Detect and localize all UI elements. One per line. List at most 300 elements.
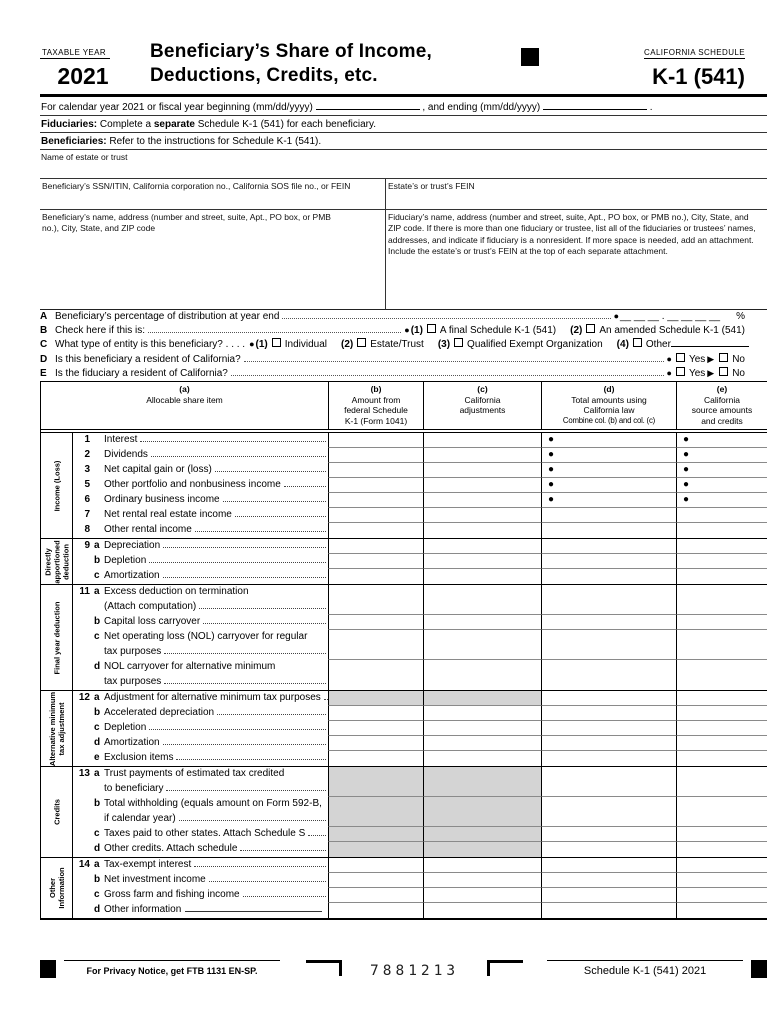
amount-cell-d[interactable] xyxy=(541,493,676,508)
calendar-mid-text: , and ending (mm/dd/yyyy) xyxy=(422,102,541,113)
row-label: Depletion xyxy=(104,722,147,734)
row-label: Amortization xyxy=(104,737,160,749)
row-label: Net capital gain or (loss) xyxy=(104,464,212,476)
table-row xyxy=(73,448,767,463)
section-side-label: Final year deduction xyxy=(41,585,73,690)
amount-cell-b[interactable] xyxy=(328,554,423,569)
form-year: 2021 xyxy=(57,63,109,89)
question-d: D Is this beneficiary a resident of California? ● Yes ▶ No xyxy=(40,353,745,365)
checkbox-final-k1[interactable] xyxy=(427,324,436,333)
amount-cell-c[interactable] xyxy=(423,797,541,827)
amount-cell-d[interactable] xyxy=(541,736,676,751)
section-side-label: Income (Loss) xyxy=(41,433,73,538)
amount-cell-e[interactable] xyxy=(676,767,767,797)
write-in-blank[interactable] xyxy=(185,911,322,912)
row-label: Tax-exempt interest xyxy=(104,859,192,871)
form-title-line1: Beneficiary’s Share of Income, xyxy=(150,41,432,62)
table-section xyxy=(41,584,767,690)
allocable-item-cell: 3 Net capital gain or (loss) xyxy=(73,463,328,478)
allocable-item-cell: c Amortization xyxy=(73,569,328,584)
amount-cell-e[interactable] xyxy=(676,721,767,736)
amount-cell-c[interactable] xyxy=(423,630,541,660)
checkbox-d-yes[interactable] xyxy=(676,353,685,362)
estate-name-field[interactable] xyxy=(40,150,767,179)
id-address-boxes xyxy=(40,179,767,310)
allocable-item-cell: d Other information xyxy=(73,903,328,918)
row-label: Taxes paid to other states. Attach Schedule S xyxy=(104,828,306,840)
dot-leader xyxy=(235,516,326,517)
amount-cell-d[interactable] xyxy=(541,569,676,584)
bullet-icon: ● xyxy=(548,494,555,506)
amount-cell-d[interactable] xyxy=(541,721,676,736)
table-header-row xyxy=(41,382,767,433)
dot-leader xyxy=(166,790,326,791)
allocable-item-cell: 14 a Tax-exempt interest xyxy=(73,858,328,873)
amount-cell-e[interactable] xyxy=(676,508,767,523)
amount-cell-c[interactable] xyxy=(423,751,541,766)
bullet-icon: ● xyxy=(683,434,690,446)
table-section xyxy=(41,538,767,584)
amount-cell-c[interactable] xyxy=(423,873,541,888)
amount-cell-d[interactable] xyxy=(541,858,676,873)
amount-cell-b[interactable] xyxy=(328,751,423,766)
beneficiary-ssn-field[interactable] xyxy=(40,179,385,210)
amount-cell-e[interactable] xyxy=(676,433,767,448)
amount-cell-e[interactable] xyxy=(676,554,767,569)
table-row xyxy=(73,463,767,478)
amount-cell-b[interactable] xyxy=(328,508,423,523)
bullet-icon: ● xyxy=(666,353,672,364)
table-row xyxy=(73,736,767,751)
amount-cell-b[interactable] xyxy=(328,827,423,842)
amount-cell-c[interactable] xyxy=(423,767,541,797)
dot-leader xyxy=(243,896,326,897)
amount-cell-c[interactable] xyxy=(423,508,541,523)
section-side-label: Other Information xyxy=(41,858,73,918)
table-row xyxy=(73,630,767,660)
amount-cell-b[interactable] xyxy=(328,797,423,827)
corner-bracket-right xyxy=(306,960,342,976)
row-label: Other rental income xyxy=(104,524,192,536)
estate-fein-field[interactable] xyxy=(385,179,767,210)
amount-cell-c[interactable] xyxy=(423,448,541,463)
amount-cell-b[interactable] xyxy=(328,433,423,448)
amount-cell-b[interactable] xyxy=(328,493,423,508)
amount-cell-c[interactable] xyxy=(423,842,541,857)
amount-cell-e[interactable] xyxy=(676,523,767,538)
amount-cell-c[interactable] xyxy=(423,903,541,918)
amount-cell-b[interactable] xyxy=(328,585,423,615)
table-row xyxy=(73,797,767,827)
allocable-item-cell: 5 Other portfolio and nonbusiness income xyxy=(73,478,328,493)
checkbox-d-no[interactable] xyxy=(719,353,728,362)
amount-cell-e[interactable] xyxy=(676,903,767,918)
question-c: C What type of entity is this beneficiary? . . . . ● (1) Individual (2) Estate/Trust (3) Qualified Exempt Organization (4) Other xyxy=(40,337,767,351)
table-row xyxy=(73,888,767,903)
row-label: Net operating loss (NOL) carryover for regular xyxy=(104,631,308,643)
amount-cell-d[interactable] xyxy=(541,433,676,448)
bullet-icon: ● xyxy=(548,479,555,491)
amount-cell-d[interactable] xyxy=(541,448,676,463)
row-label: Amortization xyxy=(104,570,160,582)
table-row xyxy=(73,478,767,493)
bullet-icon: ● xyxy=(683,464,690,476)
amount-cell-e[interactable] xyxy=(676,706,767,721)
amount-cell-d[interactable] xyxy=(541,767,676,797)
allocable-item-cell: b Depletion xyxy=(73,554,328,569)
row-label: Depreciation xyxy=(104,540,161,552)
fiduciary-address-label: Fiduciary’s name, address (number and street, suite, Apt., PO box, or PMB no.), City, State, and ZIP code. If there is more than one fiduciary or trustee, list all of the fiduciaries or trustees’ names, addresses, and indicate if fiduciary is a nonresident. If more space is needed, add an attachment. Include the estate’s or trust’s FEIN at the top of each separate attachment. xyxy=(388,211,756,256)
amount-cell-d[interactable] xyxy=(541,585,676,615)
amount-cell-e[interactable] xyxy=(676,797,767,827)
amount-cell-e[interactable] xyxy=(676,660,767,690)
amount-cell-d[interactable] xyxy=(541,888,676,903)
allocable-item-cell: d Other credits. Attach schedule xyxy=(73,842,328,857)
amount-cell-e[interactable] xyxy=(676,448,767,463)
allocable-item-cell: 7 Net rental real estate income xyxy=(73,508,328,523)
form-print-code: 7881213 xyxy=(370,963,460,980)
dot-leader xyxy=(282,311,610,319)
beneficiary-address-field[interactable] xyxy=(40,210,385,310)
allocable-item-cell: d Amortization xyxy=(73,736,328,751)
amount-cell-c[interactable] xyxy=(423,539,541,554)
amount-cell-c[interactable] xyxy=(423,827,541,842)
other-entity-blank[interactable] xyxy=(671,338,749,347)
allocable-item-cell: 2 Dividends xyxy=(73,448,328,463)
percentage-blanks[interactable]: __ __ __ . __ __ __ __ xyxy=(620,310,721,322)
allocable-item-cell: b Total withholding (equals amount on Form 592-B, if calendar year) xyxy=(73,797,328,827)
amount-cell-c[interactable] xyxy=(423,691,541,706)
amount-cell-b[interactable] xyxy=(328,660,423,690)
amount-cell-e[interactable] xyxy=(676,736,767,751)
row-label: tax purposes xyxy=(104,646,162,658)
checkbox-other-entity[interactable] xyxy=(633,338,642,347)
schedule-id-block xyxy=(607,40,767,90)
table-row xyxy=(73,508,767,523)
dot-leader xyxy=(244,354,664,362)
bullet-icon: ● xyxy=(548,449,555,461)
amount-cell-c[interactable] xyxy=(423,858,541,873)
dot-leader xyxy=(164,683,326,684)
amount-cell-e[interactable] xyxy=(676,630,767,660)
table-row xyxy=(73,691,767,706)
schedule-number: K-1 (541) xyxy=(652,64,745,89)
table-row xyxy=(73,569,767,584)
amount-cell-d[interactable] xyxy=(541,691,676,706)
dot-leader xyxy=(231,368,664,376)
table-row xyxy=(73,827,767,842)
amount-cell-d[interactable] xyxy=(541,660,676,690)
row-label: Accelerated depreciation xyxy=(104,707,215,719)
dot-leader xyxy=(163,577,326,578)
schedule-footer-label: Schedule K-1 (541) 2021 xyxy=(547,960,743,977)
section-side-label: Credits xyxy=(41,767,73,857)
col-header-d: (d) Total amounts using California law Combine col. (b) and col. (c) xyxy=(541,382,676,429)
amount-cell-e[interactable] xyxy=(676,615,767,630)
table-row xyxy=(73,751,767,766)
row-label: NOL carryover for alternative minimum xyxy=(104,661,276,673)
allocable-item-cell: b Accelerated depreciation xyxy=(73,706,328,721)
registration-mark-square xyxy=(521,48,539,66)
amount-cell-d[interactable] xyxy=(541,463,676,478)
bullet-icon: ● xyxy=(548,434,555,446)
amount-cell-d[interactable] xyxy=(541,827,676,842)
allocable-item-cell: c Depletion xyxy=(73,721,328,736)
table-row xyxy=(73,767,767,797)
amount-cell-d[interactable] xyxy=(541,508,676,523)
row-label: Other portfolio and nonbusiness income xyxy=(104,479,281,491)
amount-cell-c[interactable] xyxy=(423,888,541,903)
amount-cell-e[interactable] xyxy=(676,478,767,493)
allocable-item-cell: 13 a Trust payments of estimated tax credited to beneficiary xyxy=(73,767,328,797)
amount-cell-e[interactable] xyxy=(676,585,767,615)
table-row xyxy=(73,721,767,736)
allocable-item-cell: b Net investment income xyxy=(73,873,328,888)
table-section xyxy=(41,690,767,766)
share-table-body xyxy=(41,433,767,918)
row-label: Trust payments of estimated tax credited xyxy=(104,768,285,780)
row-label: Depletion xyxy=(104,555,147,567)
amount-cell-b[interactable] xyxy=(328,706,423,721)
dot-leader xyxy=(140,441,326,442)
amount-cell-e[interactable] xyxy=(676,858,767,873)
calendar-end-text: . xyxy=(649,102,653,113)
row-label: if calendar year) xyxy=(104,813,176,825)
allocable-item-cell: 1 Interest xyxy=(73,433,328,448)
row-label: Exclusion items xyxy=(104,752,174,764)
estate-name-label: Name of estate or trust xyxy=(41,152,128,162)
amount-cell-b[interactable] xyxy=(328,842,423,857)
amount-cell-b[interactable] xyxy=(328,463,423,478)
amount-cell-b[interactable] xyxy=(328,691,423,706)
amount-cell-e[interactable] xyxy=(676,463,767,478)
amount-cell-d[interactable] xyxy=(541,523,676,538)
print-mark-square-left xyxy=(40,960,56,978)
dot-leader xyxy=(176,759,326,760)
table-row xyxy=(73,523,767,538)
row-label: Gross farm and fishing income xyxy=(104,889,240,901)
bullet-icon: ● xyxy=(249,339,255,350)
dot-leader xyxy=(179,820,326,821)
form-title-line2: Deductions, Credits, etc. xyxy=(150,64,378,86)
allocable-item-cell: 6 Ordinary business income xyxy=(73,493,328,508)
row-label: Dividends xyxy=(104,449,148,461)
amount-cell-d[interactable] xyxy=(541,751,676,766)
share-table xyxy=(40,381,767,920)
amount-cell-e[interactable] xyxy=(676,842,767,857)
amount-cell-b[interactable] xyxy=(328,736,423,751)
amount-cell-b[interactable] xyxy=(328,539,423,554)
amount-cell-c[interactable] xyxy=(423,585,541,615)
dot-leader xyxy=(203,623,326,624)
amount-cell-d[interactable] xyxy=(541,630,676,660)
amount-cell-b[interactable] xyxy=(328,903,423,918)
col-header-a: (a) Allocable share item xyxy=(146,384,223,405)
beneficiary-ssn-label: Beneficiary’s SSN/ITIN, California corporation no., California SOS file no., or FEIN xyxy=(42,180,351,191)
allocable-item-cell: b Capital loss carryover xyxy=(73,615,328,630)
table-row xyxy=(73,842,767,857)
table-row xyxy=(73,706,767,721)
row-label: Net rental real estate income xyxy=(104,509,232,521)
amount-cell-b[interactable] xyxy=(328,873,423,888)
dot-leader xyxy=(163,547,326,548)
row-label: Other credits. Attach schedule xyxy=(104,843,238,855)
amount-cell-b[interactable] xyxy=(328,448,423,463)
row-label: Ordinary business income xyxy=(104,494,220,506)
amount-cell-e[interactable] xyxy=(676,888,767,903)
questions-block xyxy=(40,310,767,381)
amount-cell-c[interactable] xyxy=(423,721,541,736)
form-title xyxy=(140,40,521,87)
amount-cell-b[interactable] xyxy=(328,523,423,538)
checkbox-e-no[interactable] xyxy=(719,367,728,376)
dot-leader xyxy=(199,608,326,609)
amount-cell-c[interactable] xyxy=(423,493,541,508)
row-label: Interest xyxy=(104,434,138,446)
dot-leader xyxy=(149,562,326,563)
allocable-item-cell: 12 a Adjustment for alternative minimum tax purposes xyxy=(73,691,328,706)
print-mark-square-right xyxy=(751,960,767,978)
checkbox-qualified-exempt-org[interactable] xyxy=(454,338,463,347)
bullet-icon: ● xyxy=(666,368,672,379)
fiduciary-address-field[interactable] xyxy=(385,210,767,310)
amount-cell-e[interactable] xyxy=(676,751,767,766)
checkbox-individual[interactable] xyxy=(272,338,281,347)
taxable-year-block xyxy=(40,40,140,90)
privacy-notice: For Privacy Notice, get FTB 1131 EN-SP. xyxy=(64,960,280,976)
dot-leader xyxy=(195,531,326,532)
amount-cell-b[interactable] xyxy=(328,767,423,797)
dot-leader xyxy=(209,881,326,882)
bullet-icon: ● xyxy=(548,464,555,476)
row-label: Excess deduction on termination xyxy=(104,586,249,598)
bullet-icon: ● xyxy=(613,310,619,321)
fiscal-end-blank[interactable] xyxy=(543,100,647,110)
amount-cell-c[interactable] xyxy=(423,615,541,630)
table-row xyxy=(73,903,767,918)
dot-leader xyxy=(217,714,326,715)
col-header-c: (c) California adjustments xyxy=(423,382,541,429)
dot-leader xyxy=(215,471,326,472)
row-label: to beneficiary xyxy=(104,783,164,795)
amount-cell-d[interactable] xyxy=(541,615,676,630)
amount-cell-e[interactable] xyxy=(676,827,767,842)
amount-cell-d[interactable] xyxy=(541,539,676,554)
dot-leader xyxy=(149,729,326,730)
amount-cell-b[interactable] xyxy=(328,721,423,736)
amount-cell-e[interactable] xyxy=(676,539,767,554)
row-label: (Attach computation) xyxy=(104,601,197,613)
amount-cell-d[interactable] xyxy=(541,554,676,569)
question-a: A Beneficiary’s percentage of distribution at year end ● __ __ __ . __ __ __ __ % xyxy=(40,310,745,322)
amount-cell-d[interactable] xyxy=(541,478,676,493)
amount-cell-c[interactable] xyxy=(423,554,541,569)
table-row xyxy=(73,615,767,630)
fiscal-begin-blank[interactable] xyxy=(316,100,420,110)
bullet-icon: ● xyxy=(404,325,410,336)
dot-leader xyxy=(148,325,401,333)
dot-leader xyxy=(223,501,326,502)
row-label: Capital loss carryover xyxy=(104,616,201,628)
amount-cell-c[interactable] xyxy=(423,736,541,751)
checkbox-amended-k1[interactable] xyxy=(586,324,595,333)
allocable-item-cell: c Taxes paid to other states. Attach Schedule S xyxy=(73,827,328,842)
table-row xyxy=(73,858,767,873)
allocable-item-cell: d NOL carryover for alternative minimum tax purposes xyxy=(73,660,328,690)
dot-leader xyxy=(164,653,326,654)
amount-cell-e[interactable] xyxy=(676,569,767,584)
fiduciaries-instruction: Fiduciaries: Complete a separate Schedule K-1 (541) for each beneficiary. xyxy=(40,116,767,133)
amount-cell-b[interactable] xyxy=(328,888,423,903)
amount-cell-d[interactable] xyxy=(541,706,676,721)
amount-cell-c[interactable] xyxy=(423,433,541,448)
taxable-year-label: TAXABLE YEAR xyxy=(40,48,110,59)
table-section xyxy=(41,766,767,857)
row-label: Adjustment for alternative minimum tax purposes xyxy=(104,692,321,704)
beneficiary-address-label: Beneficiary’s name, address (number and street, suite, Apt., PO box, or PMB no.), City, State, and ZIP code xyxy=(42,211,331,233)
amount-cell-c[interactable] xyxy=(423,706,541,721)
calendar-year-line xyxy=(40,97,767,116)
amount-cell-c[interactable] xyxy=(423,478,541,493)
allocable-item-cell: 9 a Depreciation xyxy=(73,539,328,554)
amount-cell-e[interactable] xyxy=(676,493,767,508)
col-header-b: (b) Amount from federal Schedule K-1 (Form 1041) xyxy=(328,382,423,429)
amount-cell-d[interactable] xyxy=(541,797,676,827)
amount-cell-d[interactable] xyxy=(541,873,676,888)
bullet-icon: ● xyxy=(683,494,690,506)
amount-cell-c[interactable] xyxy=(423,463,541,478)
amount-cell-d[interactable] xyxy=(541,842,676,857)
amount-cell-d[interactable] xyxy=(541,903,676,918)
beneficiaries-label: Beneficiaries: xyxy=(41,136,107,147)
amount-cell-b[interactable] xyxy=(328,630,423,660)
amount-cell-c[interactable] xyxy=(423,523,541,538)
amount-cell-b[interactable] xyxy=(328,569,423,584)
amount-cell-b[interactable] xyxy=(328,615,423,630)
calendar-pre-text: For calendar year 2021 or fiscal year beginning (mm/dd/yyyy) xyxy=(41,102,313,113)
bullet-icon: ● xyxy=(683,449,690,461)
dot-leader xyxy=(284,486,326,487)
row-label: Net investment income xyxy=(104,874,206,886)
table-section xyxy=(41,433,767,538)
amount-cell-e[interactable] xyxy=(676,691,767,706)
amount-cell-c[interactable] xyxy=(423,660,541,690)
allocable-item-cell: c Net operating loss (NOL) carryover for regular tax purposes xyxy=(73,630,328,660)
amount-cell-b[interactable] xyxy=(328,478,423,493)
dot-leader xyxy=(240,850,326,851)
amount-cell-c[interactable] xyxy=(423,569,541,584)
table-row xyxy=(73,539,767,554)
section-side-label: Directly apportioned deduction xyxy=(41,539,73,584)
beneficiaries-instruction: Beneficiaries: Refer to the instructions for Schedule K-1 (541). xyxy=(40,133,767,150)
allocable-item-cell: c Gross farm and fishing income xyxy=(73,888,328,903)
table-row xyxy=(73,660,767,690)
amount-cell-b[interactable] xyxy=(328,858,423,873)
table-section xyxy=(41,857,767,918)
checkbox-estate-trust[interactable] xyxy=(357,338,366,347)
dot-leader xyxy=(308,835,326,836)
row-label: tax purposes xyxy=(104,676,162,688)
table-row xyxy=(73,433,767,448)
arrow-icon: ▶ xyxy=(707,368,715,379)
checkbox-e-yes[interactable] xyxy=(676,367,685,376)
corner-bracket-left xyxy=(487,960,523,976)
row-label: Other information xyxy=(104,904,182,916)
dot-leader xyxy=(163,744,326,745)
question-e: E Is the fiduciary a resident of California? ● Yes ▶ No xyxy=(40,368,745,380)
table-row xyxy=(73,554,767,569)
amount-cell-e[interactable] xyxy=(676,873,767,888)
